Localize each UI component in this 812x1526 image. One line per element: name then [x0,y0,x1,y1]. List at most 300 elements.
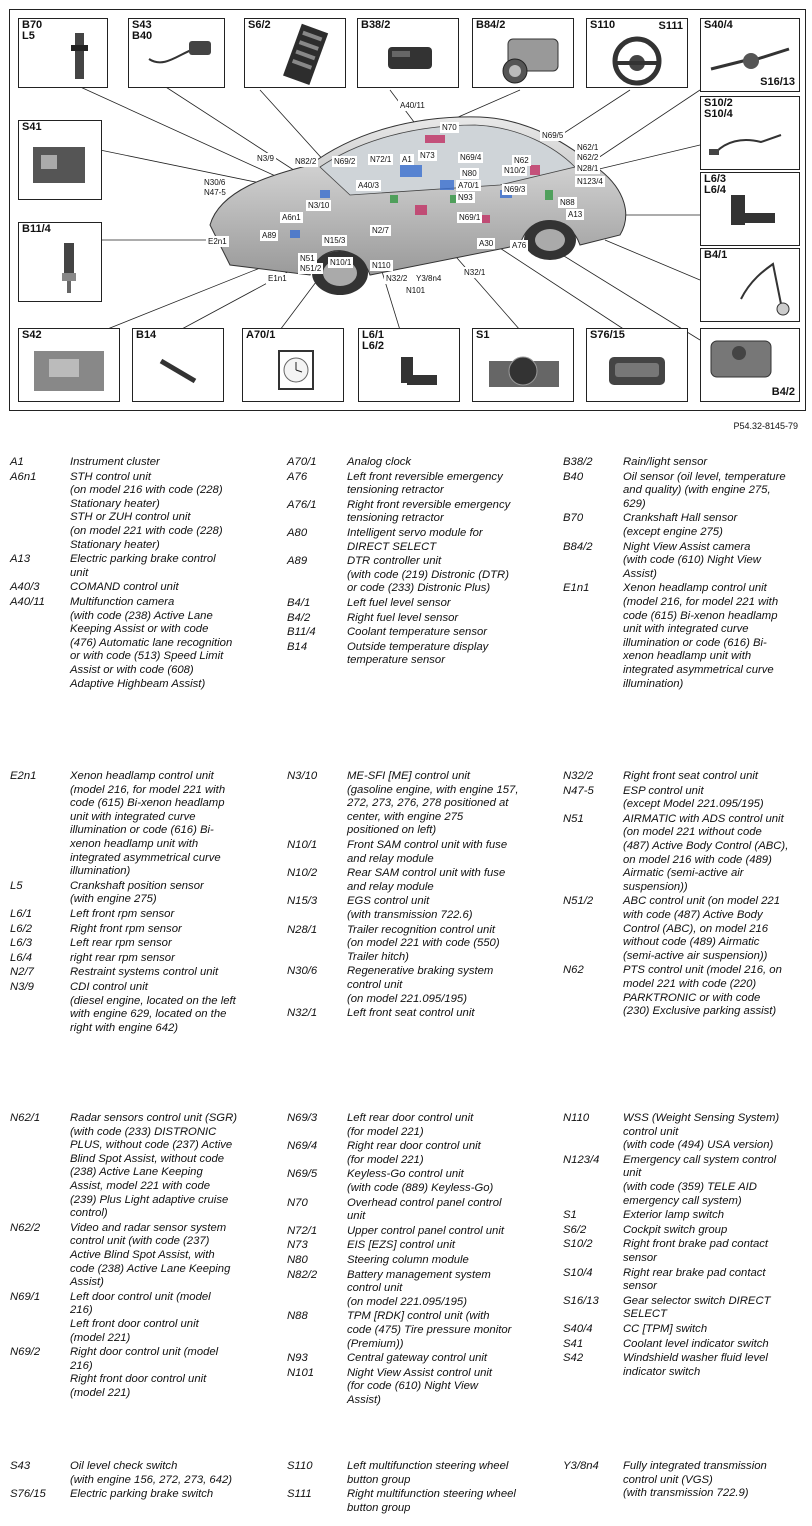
legend-description: Outside temperature display temperature sensor [347,640,489,667]
legend-description: Video and radar sensor system control unit (with code (237) Active Blind Spot Assist, with code (238) Active Lane Keeping Assist) [70,1221,231,1289]
car-component-label: N10/1 [330,258,352,267]
callout-label: S110 [590,19,616,31]
steering-wheel-icon [587,19,687,87]
callout-label: B11/4 [22,223,51,235]
legend-description: Central gateway control unit [347,1352,488,1365]
car-component-label: N69/1 [459,213,481,222]
legend-description: ABC control unit (on model 221 with code (487) Active Body Control (ABC), on model 216 without code (489) Airmatic (semi-active air suspension)) [623,895,780,962]
legend-description: STH control unit (on model 216 with code (228) Stationary heater) STH or ZUH control unit (on model 221 with code (228) Stationary heater) [70,470,223,551]
vehicle-illustration [200,95,640,295]
legend-description: Cockpit switch group [623,1223,728,1236]
legend-description: CC [TPM] switch [623,1322,708,1335]
legend-code: A40/3 [10,581,40,594]
legend-entry [10,908,265,922]
legend-entry [563,582,812,691]
legend-entry [287,839,542,866]
legend-code: S10/2 [563,1238,593,1251]
legend-entry [563,895,812,963]
legend-code: L6/2 [10,922,32,935]
legend-code: A76 [287,470,308,483]
car-component-label: N3/10 [308,201,330,210]
legend-description: Right multifunction steering wheel button group [347,1488,516,1514]
legend-column [10,456,265,692]
legend-entry [10,1291,265,1345]
callout-box-s76-15 [586,328,688,402]
legend-description: AIRMATIC with ADS control unit (on model 221 without code (487) Active Body Control (ABC), on model 216 with code (489) Airmatic (semi-active air suspension)) [623,812,789,893]
car-component-label: N2/7 [372,226,389,235]
legend-entry [10,923,265,937]
legend-entry [10,596,265,691]
legend-description: Coolant temperature sensor [347,626,488,639]
callout-box-b70-l5 [18,18,108,88]
legend-description: Exterior lamp switch [623,1209,725,1222]
legend-code: A89 [287,555,308,568]
camera-icon [473,19,573,87]
callout-label: L6/1 L6/2 [362,329,385,352]
legend-entry [287,641,542,668]
car-component-label: N47-5 [204,188,226,197]
rain-light-sensor-icon [358,19,458,87]
legend-entry [563,1224,812,1238]
legend-description: Xenon headlamp control unit (model 216, for model 221 with code (615) Bi-xenon headlamp unit with integrated curve illumination or code (616) Bi- xenon headlamp unit with integrated asymmetrical curve illumination) [623,582,779,690]
legend-code: A40/11 [10,595,45,608]
legend-code: N70 [287,1196,308,1209]
legend-description: Analog clock [347,456,412,468]
legend-description: Right fuel level sensor [347,611,459,624]
legend-entry [563,456,812,470]
legend-description: Left multifunction steering wheel button group [347,1460,509,1486]
callout-label: B84/2 [476,19,506,31]
legend-entry [563,541,812,582]
legend-description: Multifunction camera (with code (238) Active Lane Keeping Assist or with code (476) Automatic lane recognition or with code (513) Speed Limit Assist or with code (608) Adaptive Highbeam Assist) [70,595,233,690]
legend-description: Instrument cluster [70,456,160,468]
car-component-label: N69/2 [334,157,356,166]
legend-entry [10,1460,265,1487]
legend-entry [287,1140,542,1167]
legend-code: B84/2 [563,540,593,553]
callout-label: A70/1 [246,329,276,341]
legend-description: ME-SFI [ME] control unit (gasoline engine, with engine 157, 272, 273, 276, 278 positioned at center, with engine 275 positioned on left) [347,770,519,837]
legend-entry [563,785,812,812]
legend-code: N73 [287,1239,308,1252]
legend-code: N47-5 [563,784,594,797]
legend-entry [563,1267,812,1294]
legend-code: N82/2 [287,1268,318,1281]
callout-box-l6-1-2 [358,328,460,402]
legend-description: Oil sensor (oil level, temperature and quality) (with engine 275, 629) [623,470,786,510]
legend-column [287,456,542,669]
legend-entry [287,1254,542,1268]
legend-column [10,1460,265,1503]
legend-entry [287,1225,542,1239]
car-component-label: N30/6 [204,178,226,187]
legend-entry [10,981,265,1035]
legend-description: Right front brake pad contact sensor [623,1238,769,1264]
legend-entry [563,1460,812,1501]
legend-code: S76/15 [10,1488,46,1501]
legend-code: N62 [563,964,584,977]
legend-column [287,1112,542,1408]
legend-code: B40 [563,470,584,483]
legend-description: Front SAM control unit with fuse and relay module [347,838,508,865]
car-component-label: N15/3 [324,236,346,245]
legend-description: EIS [EZS] control unit [347,1239,455,1252]
legend-code: N51/2 [563,895,594,908]
car-component-label: A13 [568,210,583,219]
legend-code: S42 [563,1352,584,1365]
legend-code: N110 [563,1112,590,1124]
legend-entry [10,456,265,470]
car-component-label: N10/2 [504,166,526,175]
car-component-label: N123/4 [577,177,603,186]
callout-box-s10 [700,96,800,170]
legend-entry [287,527,542,554]
legend-description: Fully integrated transmission control unit (VGS) (with transmission 722.9) [623,1460,767,1500]
car-component-label: Y3/8n4 [416,274,442,283]
legend-entry [563,512,812,539]
legend-code: B70 [563,512,584,525]
legend-entry [563,1209,812,1223]
legend-entry [287,1460,542,1487]
legend-description: Overhead control panel control unit [347,1196,502,1223]
legend-description: Left rear rpm sensor [70,937,172,950]
callout-label: B70 L5 [22,19,43,42]
legend-description: TPM [RDK] control unit (with code (475) Tire pressure monitor (Premium)) [347,1310,512,1350]
legend-entry [287,612,542,626]
legend-description: Restraint systems control unit [70,966,219,979]
callout-box-a70-1 [242,328,344,402]
callout-label: S111 [658,20,683,32]
legend-code: N69/2 [10,1346,41,1359]
car-component-label: N72/1 [370,155,392,164]
legend-description: COMAND control unit [70,581,179,594]
callout-box-s42 [18,328,120,402]
car-component-label: A30 [479,239,494,248]
legend-entry [10,966,265,980]
switch-group-icon [245,19,345,87]
legend-column [563,770,812,1020]
legend-code: N88 [287,1310,308,1323]
callout-box-b4-2 [700,328,800,402]
rpm-sensor-icon [359,329,459,401]
legend-entry [10,1488,265,1502]
car-component-label: N32/1 [464,268,486,277]
legend-entry [563,1352,812,1379]
car-component-label: N110 [372,261,391,270]
legend-code: S16/13 [563,1294,599,1307]
legend-description: Crankshaft position sensor (with engine 275) [70,879,204,906]
legend-description: Regenerative braking system control unit (on model 221.095/195) [347,965,494,1005]
legend-description: Electric parking brake control unit [70,553,216,579]
legend-code: L5 [10,879,23,892]
callout-box-s6-2 [244,18,346,88]
legend-code: S40/4 [563,1322,593,1335]
car-component-label: A70/1 [458,181,479,190]
legend-code: N3/9 [10,980,34,993]
legend-code: B14 [287,640,308,653]
parking-brake-switch-icon [587,329,687,401]
legend-code: L6/4 [10,951,32,964]
callout-box-b84-2 [472,18,574,88]
sensor-icon [19,19,107,87]
legend-column [10,770,265,1036]
callout-box-s43-b40 [128,18,225,88]
legend-column [10,1112,265,1401]
legend-entry [287,1239,542,1253]
car-component-label: A89 [262,231,277,240]
callout-box-b38-2 [357,18,459,88]
callout-label: S42 [22,329,42,341]
callout-label: B4/2 [771,386,795,398]
legend-entry [287,597,542,611]
brake-pad-sensor-icon [701,97,799,169]
legend-entry [287,1310,542,1351]
legend-entry [10,952,265,966]
callout-label: S40/4 [704,19,733,31]
legend-entry [287,1112,542,1139]
legend-entry [287,626,542,640]
car-component-label: N80 [462,169,477,178]
legend-description: right rear rpm sensor [70,951,175,964]
legend-entry [10,937,265,951]
legend-entry [287,867,542,894]
callout-label: B38/2 [361,19,391,31]
legend-entry [10,880,265,907]
legend-code: N3/10 [287,770,318,782]
legend-entry [287,924,542,965]
legend-description: Coolant level indicator switch [623,1337,769,1350]
exterior-lamp-switch-icon [473,329,573,401]
legend-code: S43 [10,1460,31,1472]
legend-code: N93 [287,1352,308,1365]
car-component-label: N82/2 [295,157,317,166]
legend-code: L6/3 [10,937,32,950]
fuel-level-sensor-icon [701,249,799,321]
legend-entry [287,1269,542,1310]
legend-entry [287,1197,542,1224]
legend-description: Left front seat control unit [347,1007,475,1020]
legend-description: Upper control panel control unit [347,1224,504,1237]
legend-entry [287,1168,542,1195]
legend-description: Intelligent servo module for DIRECT SELECT [347,526,483,553]
legend-code: N10/1 [287,838,318,851]
legend-code: N80 [287,1253,308,1266]
legend-entry [287,965,542,1006]
legend-entry [287,1352,542,1366]
legend-code: S111 [287,1488,312,1501]
coolant-switch-icon [19,121,101,199]
legend-code: N2/7 [10,966,34,979]
legend-entry [563,1238,812,1265]
legend-entry [287,471,542,498]
legend-code: L6/1 [10,907,32,920]
legend-code: A70/1 [287,456,317,468]
legend-code: B4/1 [287,596,311,609]
legend-description: Right front seat control unit [623,770,759,782]
legend-column [287,770,542,1022]
legend-code: N15/3 [287,895,318,908]
callout-box-s1 [472,328,574,402]
legend-description: ESP control unit (except Model 221.095/195) [623,784,764,811]
component-location-figure [9,9,806,411]
callout-label: S41 [22,121,42,133]
legend-description: Rain/light sensor [623,456,708,468]
legend-description: Steering column module [347,1253,469,1266]
legend-entry [287,1367,542,1408]
car-component-label: A1 [402,155,412,164]
legend-description: Battery management system control unit (on model 221.095/195) [347,1268,491,1308]
rpm-sensor-icon [701,173,799,245]
legend-description: Left front reversible emergency tensioning retractor [347,470,503,497]
callout-box-b4-1 [700,248,800,322]
legend-entry [563,1338,812,1352]
legend-code: A6n1 [10,470,37,483]
callout-label: S16/13 [760,76,795,88]
car-component-label: N88 [560,198,575,207]
legend-description: DTR controller unit (with code (219) Distronic (DTR) or code (233) Distronic Plus) [347,555,509,595]
legend-code: N28/1 [287,923,318,936]
legend-description: Left fuel level sensor [347,596,451,609]
legend-description: Right door control unit (model 216) Right front door control unit (model 221) [70,1346,219,1399]
legend-entry [563,813,812,895]
legend-code: E1n1 [563,582,590,595]
callout-box-s110-s111 [586,18,688,88]
legend-description: Night View Assist camera (with code (610) Night View Assist) [623,540,761,580]
legend-description: Right front reversible emergency tensioning retractor [347,498,511,525]
car-component-label: A40/11 [400,101,425,110]
car-component-label: N3/9 [257,154,274,163]
legend-description: EGS control unit (with transmission 722.6) [347,895,473,921]
legend-description: Right rear brake pad contact sensor [623,1266,766,1293]
callout-label: B4/1 [704,249,728,261]
legend-description: Keyless-Go control unit (with code (889) Keyless-Go) [347,1168,494,1194]
legend-code: S41 [563,1337,584,1350]
car-component-label: N62/2 [577,153,599,162]
car-component-label: N69/3 [504,185,526,194]
legend-code: N62/1 [10,1112,41,1124]
car-component-label: N69/5 [542,131,564,140]
washer-fluid-switch-icon [19,329,119,401]
legend-entry [10,553,265,580]
legend-entry [287,456,542,470]
analog-clock-icon [243,329,343,401]
legend-description: Crankshaft Hall sensor (except engine 275) [623,512,738,538]
legend-code: N10/2 [287,867,318,880]
legend-code: B4/2 [287,611,311,624]
callout-box-b14 [132,328,224,402]
oil-sensor-icon [129,19,224,87]
callout-label: S10/2 S10/4 [704,97,733,120]
stalk-switch-icon [701,19,799,91]
legend-code: N69/3 [287,1112,318,1124]
legend-description: Rear SAM control unit with fuse and relay module [347,867,506,893]
legend-description: Left front rpm sensor [70,907,175,920]
legend-description: Windshield washer fluid level indicator switch [623,1352,768,1378]
car-component-label: N70 [442,123,457,132]
legend-code: S6/2 [563,1223,587,1236]
legend-entry [287,770,542,838]
legend-entry [563,1323,812,1337]
callout-label: B14 [136,329,157,341]
legend-description: CDI control unit (diesel engine, located on the left with engine 629, located on the right with engine 642) [70,980,236,1034]
callout-box-l6-3-4 [700,172,800,246]
legend-description: Xenon headlamp control unit (model 216, for model 221 with code (615) Bi-xenon headlamp unit with integrated curve illumination or code (616) Bi- xenon headlamp unit with integrated asymmetrical curve illumination) [70,770,226,878]
legend-code: S10/4 [563,1266,593,1279]
legend-code: A13 [10,553,31,566]
legend-code: N30/6 [287,965,318,978]
legend-entry [287,555,542,596]
legend-code: S1 [563,1209,577,1222]
legend-code: E2n1 [10,770,37,782]
legend-description: Gear selector switch DIRECT SELECT [623,1294,771,1321]
fuel-sensor-unit-icon [701,329,799,401]
figure-reference: P54.32-8145-79 [733,421,798,431]
car-component-label: N101 [406,286,426,295]
legend-entry [10,1346,265,1400]
legend-code: Y3/8n4 [563,1460,599,1472]
car-component-label: N32/2 [386,274,408,283]
legend-entry [10,1222,265,1290]
legend-entry [563,1112,812,1153]
legend-entry [563,1154,812,1208]
callout-box-b11-4 [18,222,102,302]
legend-description: Left rear door control unit (for model 221) [347,1112,474,1138]
callout-label: L6/3 L6/4 [704,173,727,196]
legend-code: B11/4 [287,626,316,639]
legend-code: N51 [563,812,584,825]
car-component-label: A6n1 [282,213,301,222]
legend-column [563,456,812,692]
legend-code: N69/4 [287,1140,318,1153]
legend-entry [10,770,265,879]
legend-column [287,1460,542,1516]
legend-entry [287,895,542,922]
legend-description: Right front rpm sensor [70,922,182,935]
legend-entry [563,770,812,784]
legend-entry [287,499,542,526]
car-component-label: N62 [514,156,529,165]
car-component-label: N51 [300,254,315,263]
outside-temp-sensor-icon [133,329,223,401]
legend-entry [563,471,812,512]
callout-box-s40-4 [700,18,800,92]
legend-description: Radar sensors control unit (SGR) (with code (233) DISTRONIC PLUS, without code (237) Active Blind Spot Assist, without code (238) Active Lane Keeping Assist, model 221 with code (239) Plus Light adaptive cruise control) [70,1112,238,1220]
legend-code: N62/2 [10,1221,41,1234]
legend-code: N32/2 [563,770,594,782]
legend-description: Oil level check switch (with engine 156, 272, 273, 642) [70,1460,233,1486]
legend-column [563,1112,812,1380]
legend-code: B38/2 [563,456,593,468]
legend-description: Right rear door control unit (for model 221) [347,1140,481,1166]
car-component-label: A76 [512,241,527,250]
legend-entry [287,1007,542,1021]
temperature-sensor-icon [19,223,101,301]
legend-entry [10,1112,265,1221]
legend-description: Trailer recognition control unit (on model 221 with code (550) Trailer hitch) [347,923,500,963]
callout-label: S6/2 [248,19,271,31]
legend-description: Emergency call system control unit (with code (359) TELE AID emergency call system) [623,1153,777,1207]
legend-entry [287,1488,542,1515]
legend-entry [10,581,265,595]
callout-box-s41 [18,120,102,200]
legend-code: N72/1 [287,1224,318,1237]
legend-code: A80 [287,526,308,539]
callout-label: S1 [476,329,490,341]
legend-entry [10,471,265,553]
legend-description: PTS control unit (model 216, on model 221 with code (220) PARKTRONIC or with code (230) Exclusive parking assist) [623,964,782,1018]
callout-label: S76/15 [590,329,625,341]
car-component-label: N62/1 [577,143,599,152]
